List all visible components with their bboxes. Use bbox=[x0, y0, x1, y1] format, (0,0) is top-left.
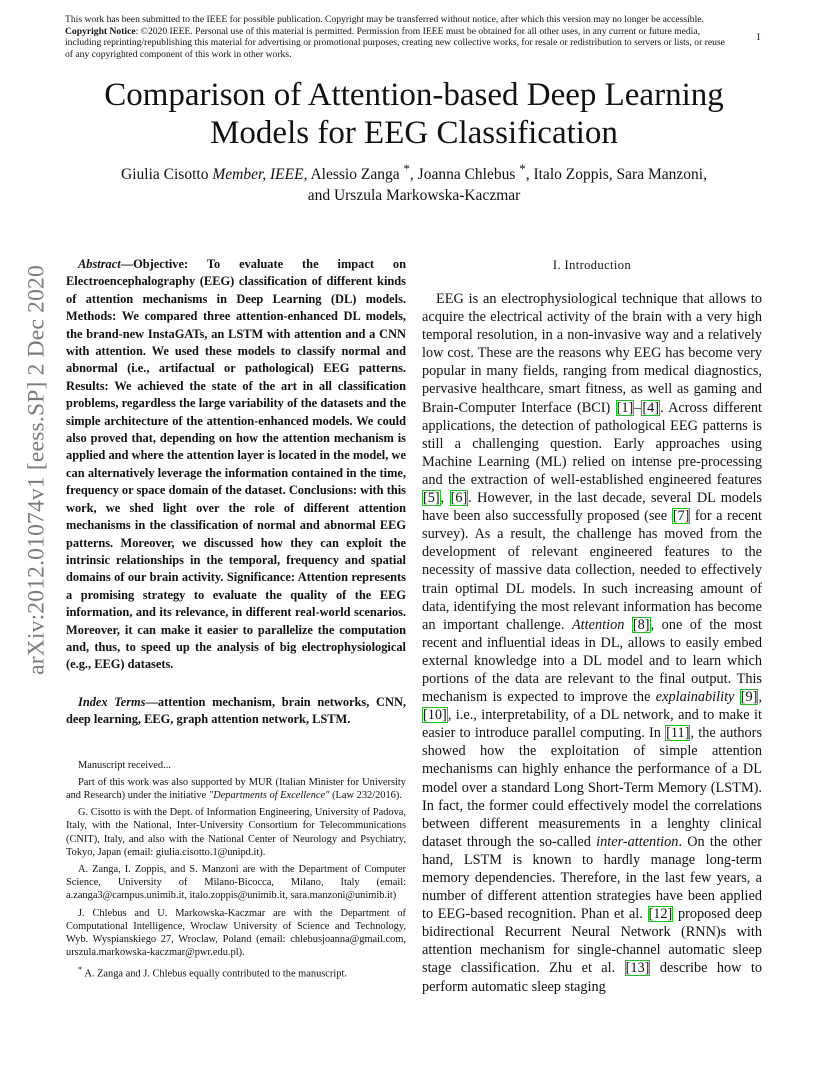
intro-text: . However, in the last decade, several DL models have been also successfully proposed (see bbox=[422, 490, 762, 525]
intro-text: , bbox=[758, 689, 763, 706]
author-2: , Alessio Zanga bbox=[303, 166, 404, 184]
intro-text: proposed deep bidirectional Recurrent Neural Network (RNN)s with attention mechanism for single-channel automatic sleep stage classification. Zhu et al. bbox=[422, 906, 762, 977]
author-7: and Urszula Markowska-Kaczmar bbox=[307, 187, 521, 205]
citation-link[interactable]: [13] bbox=[625, 960, 650, 977]
left-column bbox=[66, 256, 406, 985]
citation-link[interactable]: [9] bbox=[740, 689, 758, 706]
author-1: Giulia Cisotto bbox=[121, 166, 213, 184]
intro-emphasis: explainability bbox=[655, 689, 735, 706]
index-terms bbox=[66, 694, 406, 729]
section-heading-introduction: I. Introduction bbox=[552, 258, 632, 272]
author-3: , Joanna Chlebus bbox=[409, 166, 520, 184]
intro-text: describe how to perform automatic sleep staging bbox=[422, 960, 762, 995]
intro-text bbox=[624, 617, 632, 633]
footnote-zanga: A. Zanga, I. Zoppis, and S. Manzoni are with the Department of Computer Science, University of Milano-Bicocca, Milano, Italy (email: a.zanga3@campus.unimib.it, italo.zoppis@unimib.it, sara.manzoni@unimib.it) bbox=[66, 863, 406, 902]
intro-text: EEG is an electrophysiological technique that allows to acquire the electrical activity of the brain with a very high temporal resolution, in a non-invasive way and a relatively low cost. These are the reasons why EEG has become very popular in many fields, ranging from medical diagnostics, pervasive healthcare, smart fitness, as well as gaming and Brain-Computer Interface (BCI) bbox=[422, 291, 762, 416]
author-4-6: , Italo Zoppis, Sara Manzoni, bbox=[525, 166, 707, 184]
intro-text: – bbox=[634, 399, 642, 416]
copyright-label: Copyright Notice bbox=[65, 25, 136, 37]
author-list bbox=[60, 158, 768, 206]
abstract-text: —Objective: To evaluate the impact on Electroencephalography (EEG) classification of different kinds of attention mechanisms in Deep Learning (DL) models. Methods: We compared three attention-enhanced DL models, the brand-new InstaGATs, an LSTM with attention and a CNN with attention. We used these models to classify normal and abnormal (i.e., artifactual or pathological) EEG patterns. Results: We achieved the state of the art in all classification problems, regardless the large variability of the datasets and the simple architecture of the attention-enhanced models. We could also proved that, depending on how the attention mechanism is applied and where the attention layer is located in the model, we can alternatively leverage the information contained in the time, frequency or space domain of the dataset. Conclusions: with this work, we shed light over the role of different attention mechanisms in the classification of normal and abnormal EEG patterns. Moreover, we discussed how they can exploit the intrinsic relationships in the temporal, frequency and spatial domains of our brain activity. Significance: Attention represents a promising strategy to evaluate the quality of the EEG information, and its relevance, in different real-world scenarios. Moreover, it can make it easier to parallelize the computation and, thus, to speed up the analysis of big electrophysiological (e.g., EEG) datasets. bbox=[66, 257, 406, 672]
intro-text: for a recent survey). As a result, the challenge has moved from the development of relevant engineered features to the necessity of massive data collection, needed to effectively train optimal DL models. In such increasing amount of data, identifying the most relevant information has become an important challenge. bbox=[422, 508, 762, 633]
footnote-received: Manuscript received... bbox=[78, 759, 171, 771]
equal-contribution-mark: * bbox=[403, 161, 410, 176]
footnotes bbox=[66, 759, 406, 982]
footnote-equal bbox=[66, 963, 406, 981]
intro-emphasis: Attention bbox=[571, 616, 625, 633]
citation-link[interactable]: [11] bbox=[666, 725, 690, 742]
intro-text: , the authors showed how the exploitation of simple attention mechanisms can highly enhance the performance of a DL model over a standard Long Short-Term Memory (LSTM). In fact, the former could effectively model the correlations between different measurements in a lenghty clinical dataset through the so-called bbox=[422, 725, 763, 850]
page-number: 1 bbox=[756, 32, 761, 43]
footnote-cisotto: G. Cisotto is with the Dept. of Information Engineering, University of Padova, Italy, with the National, Inter-University Consortium for Telecommunications (CNIT), Italy, and also with the National Center of Neurology and Psychiatry, Tokyo, Japan (email: giulia.cisotto.1@unipd.it). bbox=[66, 807, 406, 858]
citation-link[interactable]: [6] bbox=[450, 490, 468, 507]
arxiv-sidebar bbox=[12, 265, 62, 675]
support-text-a: Part of this work was also supported by MUR (Italian Minister for University and Research) under the initiative bbox=[66, 776, 406, 801]
citation-link[interactable]: [1] bbox=[616, 399, 634, 416]
intro-text: , one of the most recent and influential ideas in DL, allows to easily embed external knowledge into a DL model and to learn which portions of the data are relevant to the final output. This mechanism is expected to improve the bbox=[422, 616, 762, 706]
intro-emphasis: inter-attention bbox=[596, 833, 679, 850]
citation-link[interactable]: [4] bbox=[642, 399, 660, 416]
right-column bbox=[422, 256, 762, 996]
citation-link[interactable]: [7] bbox=[672, 508, 690, 525]
copyright-paragraph bbox=[65, 26, 725, 61]
author-1-role: Member, IEEE bbox=[212, 166, 304, 184]
arxiv-stamp: arXiv:2012.01074v1 [eess.SP] 2 Dec 2020 bbox=[23, 265, 50, 675]
copyright-notice bbox=[65, 14, 725, 60]
citation-link[interactable]: [12] bbox=[648, 906, 673, 923]
abstract-label: Abstract bbox=[78, 257, 121, 271]
intro-text: . Across different applications, the detection of pathological EEG patterns is still a challenging question. Early approaches using Machine Learning (ML) relied on intense pre-processing and the extraction of well-established engineered features bbox=[422, 399, 762, 488]
equal-text: A. Zanga and J. Chlebus equally contributed to the manuscript. bbox=[82, 968, 347, 980]
support-initiative: "Departments of Excellence" bbox=[208, 789, 330, 801]
citation-link[interactable]: [5] bbox=[423, 490, 440, 507]
intro-text: , i.e., interpretability, of a DL network, and to make it easier to introduce parallel computing. In bbox=[422, 707, 762, 742]
copyright-text: : ©2020 IEEE. Personal use of this material is permitted. Permission from IEEE must be obtained for all other uses, in any current or future media, including reprinting/republishing this material for advertising or promotional purposes, creating new collective works, for resale or redistribution to servers or lists, or reuse of any copyrighted component of this work in other works. bbox=[65, 25, 725, 60]
footnote-support bbox=[66, 776, 406, 802]
intro-text: . On the other hand, LSTM is known to hardly manage long-term memory dependencies. Therefore, in the last few years, a number of different attention strategies have been applied to EEG-based recognition. Phan et al. bbox=[422, 833, 762, 923]
equal-contribution-mark: * bbox=[78, 964, 83, 975]
citation-link[interactable]: [10] bbox=[423, 707, 447, 724]
equal-contribution-mark: * bbox=[519, 161, 526, 176]
submission-notice: This work has been submitted to the IEEE for possible publication. Copyright may be transferred without notice, after which this version may no longer be accessible. bbox=[65, 14, 704, 25]
support-text-b: (Law 232/2016). bbox=[329, 789, 402, 801]
footnote-chlebus: J. Chlebus and U. Markowska-Kaczmar are with the Department of Computational Intelligence, Wroclaw University of Science and Technology, Wyb. Wyspianskiego 27, Wroclaw, Poland (email: chlebusjoanna@gmail.com, urszula.markowska-kaczmar@pwr.edu.pl). bbox=[66, 907, 406, 959]
index-terms-label: Index Terms bbox=[78, 694, 146, 709]
introduction-paragraph bbox=[422, 290, 762, 996]
paper-title: Comparison of Attention-based Deep Learning Models for EEG Classification bbox=[104, 77, 724, 151]
intro-text: , bbox=[440, 490, 450, 507]
intro-text bbox=[734, 689, 739, 705]
abstract bbox=[66, 256, 406, 674]
citation-link[interactable]: [8] bbox=[632, 616, 650, 633]
index-terms-text: —attention mechanism, brain networks, CNN, deep learning, EEG, graph attention network, LSTM. bbox=[66, 694, 406, 727]
